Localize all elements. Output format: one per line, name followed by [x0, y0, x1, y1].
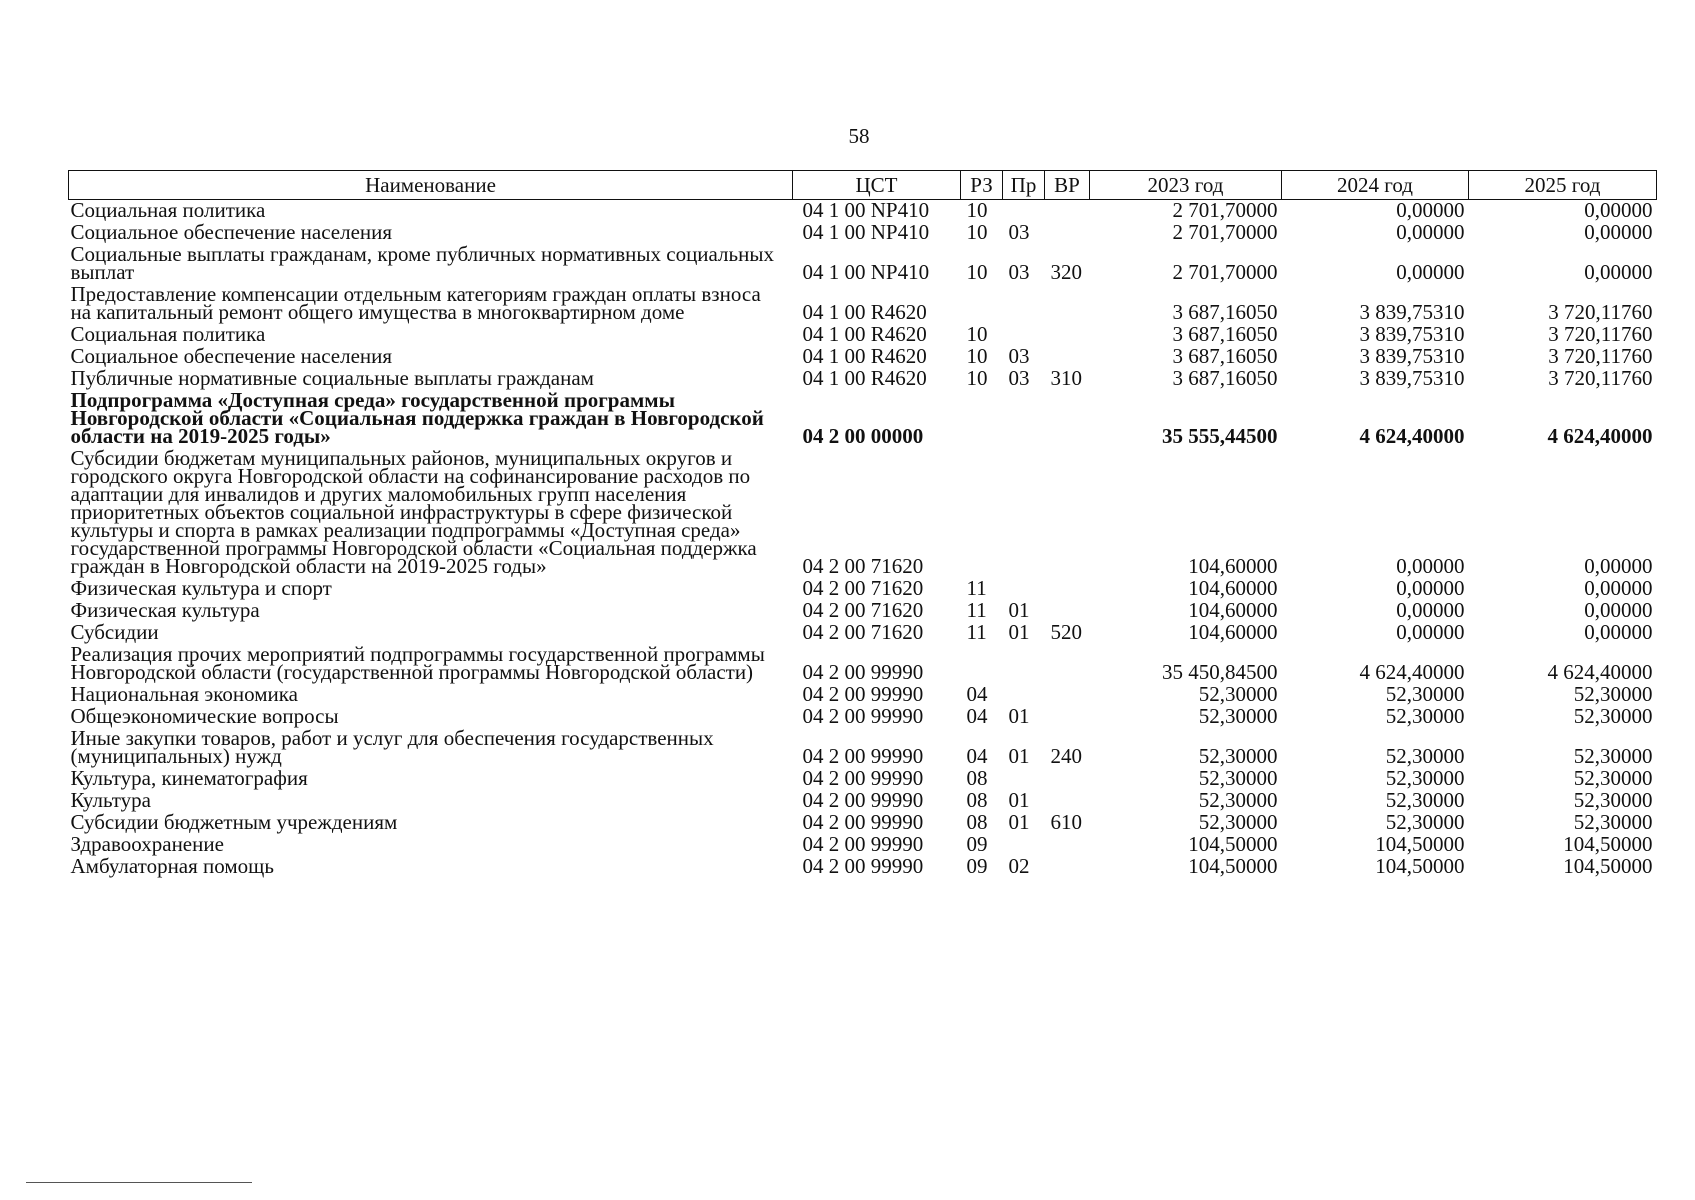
row-vr [1045, 790, 1090, 812]
row-value-2025: 104,50000 [1563, 832, 1653, 856]
row-value-2025: 52,30000 [1573, 744, 1653, 768]
row-value-2023: 3 687,16050 [1172, 300, 1278, 324]
header-rz: РЗ [961, 171, 1003, 200]
row-value-2024: 104,50000 [1375, 832, 1465, 856]
footer-rule [26, 1182, 252, 1183]
row-value-2023: 52,30000 [1198, 788, 1278, 812]
row-value-2025: 52,30000 [1573, 766, 1653, 790]
row-vr [1045, 644, 1090, 684]
row-value-2025: 52,30000 [1573, 682, 1653, 706]
row-cst: 04 1 00 R4620 [802, 322, 927, 346]
row-name: Физическая культура и спорт [70, 576, 332, 600]
row-name: Подпрограмма «Доступная среда» государственной программы Новгородской области «Социальная поддержка граждан в Новгородской области на 2019-2025 годы» [70, 388, 764, 448]
row-rz: 10 [966, 344, 988, 368]
row-value-2023: 2 701,70000 [1172, 220, 1278, 244]
row-value-2023: 52,30000 [1198, 704, 1278, 728]
row-value-2023: 3 687,16050 [1172, 322, 1278, 346]
row-rz: 08 [966, 766, 988, 790]
table-row [69, 600, 1657, 622]
row-name: Амбулаторная помощь [70, 854, 274, 878]
row-pr: 03 [1008, 220, 1030, 244]
row-vr: 610 [1050, 810, 1082, 834]
row-rz: 10 [966, 366, 988, 390]
row-pr [1003, 768, 1045, 790]
row-name: Социальная политика [70, 322, 266, 346]
row-vr [1045, 600, 1090, 622]
row-value-2024: 0,00000 [1396, 576, 1465, 600]
table-row [69, 790, 1657, 812]
row-value-2024: 0,00000 [1396, 260, 1465, 284]
row-value-2025: 104,50000 [1563, 854, 1653, 878]
row-name: Здравоохранение [70, 832, 224, 856]
row-pr: 03 [1008, 344, 1030, 368]
row-name: Социальная политика [70, 198, 266, 222]
row-name: Национальная экономика [70, 682, 298, 706]
header-name: Наименование [69, 171, 793, 200]
row-value-2023: 2 701,70000 [1172, 198, 1278, 222]
row-name: Социальные выплаты гражданам, кроме публичных нормативных социальных выплат [70, 242, 774, 284]
row-pr [1003, 390, 1045, 448]
row-cst: 04 1 00 NP410 [802, 198, 930, 222]
row-pr: 03 [1008, 366, 1030, 390]
row-cst: 04 1 00 R4620 [802, 344, 927, 368]
row-pr [1003, 284, 1045, 324]
header-2025: 2025 год [1469, 171, 1657, 200]
row-value-2023: 3 687,16050 [1172, 344, 1278, 368]
row-name: Социальное обеспечение населения [70, 220, 393, 244]
row-name: Субсидии бюджетам муниципальных районов, муниципальных округов и городского округа Новгородской области на софинансирование расходов по адаптации для инвалидов и других маломобильных групп населения приоритетных объектов социальной инфраструктуры в сфере физической культуры и спорта в рамках реализации подпрограммы «Доступная среда» государственной программы Новгородской области «Социальная поддержка граждан в Новгородской области на 2019-2025 годы» [70, 446, 757, 578]
row-value-2023: 104,60000 [1188, 554, 1278, 578]
row-rz: 09 [966, 832, 988, 856]
row-vr [1045, 768, 1090, 790]
row-name: Субсидии [70, 620, 159, 644]
row-value-2024: 3 839,75310 [1359, 344, 1465, 368]
row-vr [1045, 346, 1090, 368]
row-value-2023: 52,30000 [1198, 810, 1278, 834]
row-value-2024: 0,00000 [1396, 554, 1465, 578]
row-name: Культура, кинематография [70, 766, 308, 790]
row-vr [1045, 684, 1090, 706]
table-body [69, 200, 1657, 879]
row-value-2024: 0,00000 [1396, 198, 1465, 222]
table-row [69, 768, 1657, 790]
row-rz: 11 [966, 576, 987, 600]
row-vr [1045, 706, 1090, 728]
row-cst: 04 2 00 00000 [802, 424, 924, 448]
table-row [69, 856, 1657, 878]
row-name: Предоставление компенсации отдельным категориям граждан оплаты взноса на капитальный ремонт общего имущества в многоквартирном доме [70, 282, 761, 324]
row-pr: 01 [1008, 788, 1030, 812]
row-vr [1045, 390, 1090, 448]
row-rz: 09 [966, 854, 988, 878]
row-rz: 10 [966, 322, 988, 346]
row-vr: 240 [1050, 744, 1082, 768]
row-pr: 01 [1008, 810, 1030, 834]
row-cst: 04 2 00 71620 [802, 620, 924, 644]
row-value-2023: 104,50000 [1188, 854, 1278, 878]
row-name: Общеэкономические вопросы [70, 704, 339, 728]
row-pr: 01 [1008, 744, 1030, 768]
table-row [69, 578, 1657, 600]
row-rz: 04 [966, 744, 988, 768]
row-name: Социальное обеспечение населения [70, 344, 393, 368]
row-value-2023: 104,60000 [1188, 620, 1278, 644]
header-vr: ВР [1045, 171, 1090, 200]
row-value-2023: 52,30000 [1198, 682, 1278, 706]
budget-table [68, 170, 1657, 878]
row-rz [961, 284, 1003, 324]
row-rz: 11 [966, 598, 987, 622]
row-value-2024: 52,30000 [1385, 704, 1465, 728]
row-vr: 310 [1050, 366, 1082, 390]
table-header-row [69, 171, 1657, 200]
header-pr: Пр [1003, 171, 1045, 200]
row-value-2023: 52,30000 [1198, 744, 1278, 768]
row-vr [1045, 324, 1090, 346]
row-pr [1003, 448, 1045, 578]
page-number: 58 [848, 124, 870, 148]
table-row [69, 200, 1657, 223]
table-row [69, 390, 1657, 448]
row-name: Культура [70, 788, 151, 812]
row-value-2024: 104,50000 [1375, 854, 1465, 878]
table-row [69, 222, 1657, 244]
row-pr: 01 [1008, 620, 1030, 644]
table-row [69, 834, 1657, 856]
header-cst: ЦСТ [793, 171, 961, 200]
row-value-2025: 0,00000 [1584, 620, 1653, 644]
row-name: Субсидии бюджетным учреждениям [70, 810, 398, 834]
table-row [69, 622, 1657, 644]
row-rz: 08 [966, 810, 988, 834]
row-cst: 04 2 00 99990 [802, 744, 924, 768]
row-vr [1045, 578, 1090, 600]
row-pr: 02 [1008, 854, 1030, 878]
row-vr: 520 [1050, 620, 1082, 644]
row-value-2024: 3 839,75310 [1359, 366, 1465, 390]
row-pr [1003, 684, 1045, 706]
row-cst: 04 2 00 99990 [802, 682, 924, 706]
row-pr [1003, 324, 1045, 346]
table-row [69, 324, 1657, 346]
row-value-2024: 3 839,75310 [1359, 300, 1465, 324]
row-value-2024: 52,30000 [1385, 766, 1465, 790]
row-value-2025: 0,00000 [1584, 554, 1653, 578]
row-value-2024: 4 624,40000 [1359, 660, 1465, 684]
row-vr: 320 [1050, 260, 1082, 284]
table-row [69, 684, 1657, 706]
row-value-2025: 3 720,11760 [1548, 344, 1653, 368]
table-row [69, 244, 1657, 284]
row-vr [1045, 448, 1090, 578]
row-value-2023: 2 701,70000 [1172, 260, 1278, 284]
row-cst: 04 2 00 71620 [802, 576, 924, 600]
row-value-2023: 35 450,84500 [1162, 660, 1278, 684]
row-value-2024: 0,00000 [1396, 598, 1465, 622]
row-vr [1045, 200, 1090, 223]
row-value-2023: 52,30000 [1198, 766, 1278, 790]
table-row [69, 812, 1657, 834]
row-cst: 04 1 00 R4620 [802, 300, 927, 324]
row-name: Физическая культура [70, 598, 260, 622]
row-value-2025: 0,00000 [1584, 198, 1653, 222]
row-rz: 10 [966, 220, 988, 244]
row-value-2025: 3 720,11760 [1548, 322, 1653, 346]
row-rz [961, 644, 1003, 684]
row-rz: 11 [966, 620, 987, 644]
header-2023: 2023 год [1090, 171, 1282, 200]
row-value-2025: 3 720,11760 [1548, 300, 1653, 324]
table-row [69, 368, 1657, 390]
row-rz: 04 [966, 704, 988, 728]
row-rz: 10 [966, 198, 988, 222]
row-pr [1003, 200, 1045, 223]
row-value-2024: 52,30000 [1385, 744, 1465, 768]
row-cst: 04 2 00 99990 [802, 766, 924, 790]
row-cst: 04 2 00 99990 [802, 854, 924, 878]
row-cst: 04 2 00 99990 [802, 832, 924, 856]
row-rz [961, 448, 1003, 578]
row-value-2023: 35 555,44500 [1162, 424, 1278, 448]
table-row [69, 706, 1657, 728]
row-value-2024: 52,30000 [1385, 810, 1465, 834]
row-name: Иные закупки товаров, работ и услуг для обеспечения государственных (муниципальных) нужд [70, 726, 714, 768]
row-cst: 04 1 00 NP410 [802, 220, 930, 244]
row-value-2025: 0,00000 [1584, 598, 1653, 622]
row-value-2025: 4 624,40000 [1547, 424, 1653, 448]
row-pr [1003, 644, 1045, 684]
row-rz [961, 390, 1003, 448]
row-value-2025: 0,00000 [1584, 260, 1653, 284]
row-pr: 01 [1008, 704, 1030, 728]
row-cst: 04 2 00 71620 [802, 598, 924, 622]
row-rz: 10 [966, 260, 988, 284]
row-vr [1045, 222, 1090, 244]
row-name: Реализация прочих мероприятий подпрограммы государственной программы Новгородской области (государственной программы Новгородской области) [70, 642, 765, 684]
row-value-2023: 104,60000 [1188, 598, 1278, 622]
header-2024: 2024 год [1282, 171, 1469, 200]
row-value-2025: 3 720,11760 [1548, 366, 1653, 390]
row-value-2025: 0,00000 [1584, 576, 1653, 600]
row-cst: 04 2 00 71620 [802, 554, 924, 578]
row-cst: 04 2 00 99990 [802, 704, 924, 728]
row-value-2024: 0,00000 [1396, 220, 1465, 244]
row-name: Публичные нормативные социальные выплаты гражданам [70, 366, 594, 390]
row-pr [1003, 834, 1045, 856]
row-value-2024: 52,30000 [1385, 788, 1465, 812]
table-row [69, 346, 1657, 368]
row-cst: 04 2 00 99990 [802, 788, 924, 812]
row-value-2024: 0,00000 [1396, 620, 1465, 644]
row-vr [1045, 856, 1090, 878]
table-row [69, 284, 1657, 324]
row-value-2025: 52,30000 [1573, 788, 1653, 812]
row-pr: 03 [1008, 260, 1030, 284]
row-vr [1045, 284, 1090, 324]
row-rz: 08 [966, 788, 988, 812]
row-pr: 01 [1008, 598, 1030, 622]
row-cst: 04 2 00 99990 [802, 660, 924, 684]
row-value-2023: 3 687,16050 [1172, 366, 1278, 390]
row-vr [1045, 834, 1090, 856]
table-row [69, 728, 1657, 768]
row-value-2025: 4 624,40000 [1547, 660, 1653, 684]
row-value-2024: 4 624,40000 [1359, 424, 1465, 448]
row-cst: 04 1 00 R4620 [802, 366, 927, 390]
row-value-2023: 104,50000 [1188, 832, 1278, 856]
table-row [69, 644, 1657, 684]
row-value-2025: 0,00000 [1584, 220, 1653, 244]
row-cst: 04 1 00 NP410 [802, 260, 930, 284]
row-value-2025: 52,30000 [1573, 704, 1653, 728]
row-value-2025: 52,30000 [1573, 810, 1653, 834]
row-value-2024: 3 839,75310 [1359, 322, 1465, 346]
row-value-2024: 52,30000 [1385, 682, 1465, 706]
row-pr [1003, 578, 1045, 600]
table-row [69, 448, 1657, 578]
row-rz: 04 [966, 682, 988, 706]
row-cst: 04 2 00 99990 [802, 810, 924, 834]
row-value-2023: 104,60000 [1188, 576, 1278, 600]
